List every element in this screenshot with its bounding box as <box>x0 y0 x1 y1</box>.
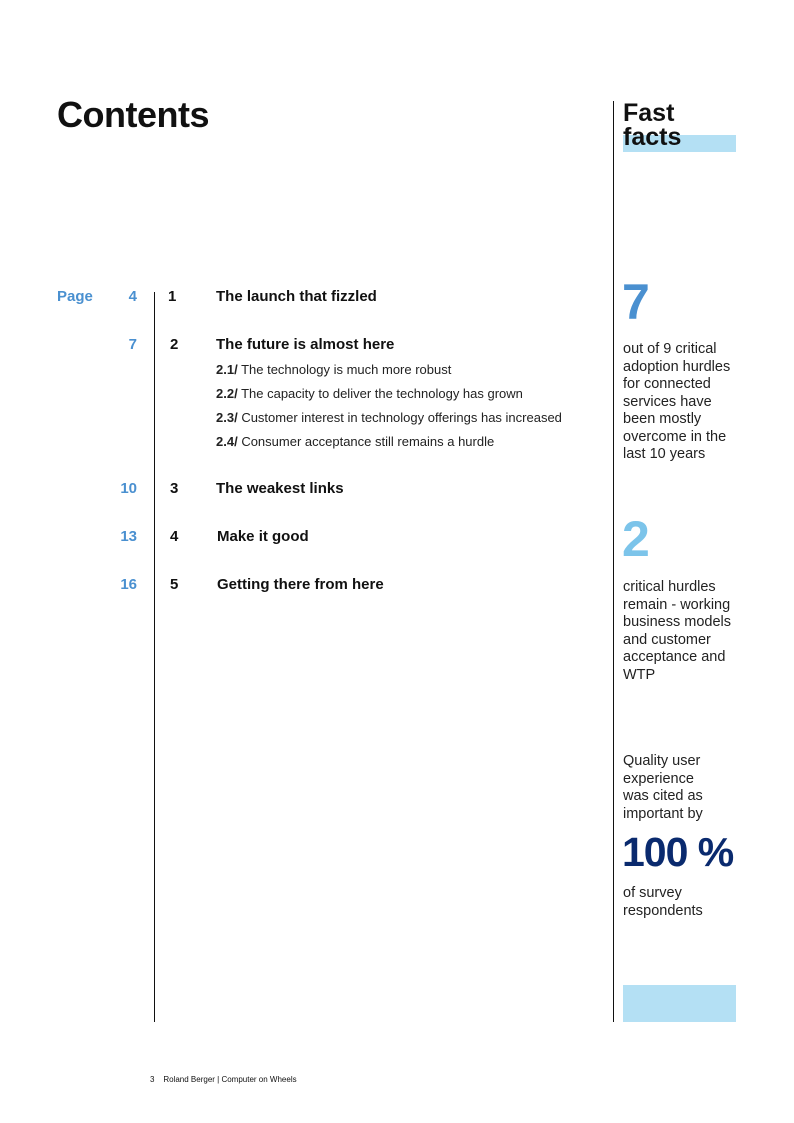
footer <box>150 1075 297 1084</box>
chapter-number: 1 <box>168 288 177 305</box>
subsection-item[interactable] <box>216 386 523 401</box>
divider-right <box>613 101 614 1022</box>
chapter-title[interactable]: Getting there from here <box>217 576 384 593</box>
subsection-number: 2.3/ <box>216 410 238 425</box>
footer-text: Roland Berger | Computer on Wheels <box>163 1075 297 1084</box>
fact-number-2: 2 <box>622 511 650 567</box>
chapter-page-number[interactable]: 7 <box>128 336 137 353</box>
chapter-number: 3 <box>170 480 179 497</box>
subsection-text: The capacity to deliver the technology has grown <box>241 386 523 401</box>
page-label: Page <box>57 288 93 305</box>
subsection-number: 2.4/ <box>216 434 238 449</box>
fact-text: Quality user experience was cited as important by <box>623 753 703 822</box>
chapter-title[interactable]: The launch that fizzled <box>216 288 377 305</box>
chapter-title[interactable]: The weakest links <box>216 480 344 497</box>
fact-text: out of 9 critical adoption hurdles for connected services have been mostly overcome in the last 10 years <box>623 341 731 462</box>
subsection-item[interactable] <box>216 362 451 377</box>
footer-page-number: 3 <box>150 1075 155 1084</box>
chapter-number: 4 <box>170 528 179 545</box>
subsection-item[interactable] <box>216 434 494 449</box>
subsection-number: 2.2/ <box>216 386 238 401</box>
subsection-text: Customer interest in technology offerings has increased <box>241 410 562 425</box>
chapter-page-number[interactable]: 4 <box>128 288 137 305</box>
fact-number-7: 7 <box>622 274 650 330</box>
chapter-page-number[interactable]: 13 <box>120 528 137 545</box>
subsection-text: The technology is much more robust <box>241 362 452 377</box>
fact-number-100-percent: 100 % <box>622 829 734 875</box>
fact-text: critical hurdles remain - working business models and customer acceptance and WTP <box>623 579 731 683</box>
subsection-item[interactable] <box>216 410 562 425</box>
subsection-number: 2.1/ <box>216 362 238 377</box>
decorative-box <box>623 985 736 1022</box>
chapter-title[interactable]: The future is almost here <box>216 336 395 353</box>
divider-left <box>154 292 155 1022</box>
chapter-number: 2 <box>170 336 179 353</box>
subsection-text: Consumer acceptance still remains a hurdle <box>241 434 495 449</box>
chapter-number: 5 <box>170 576 179 593</box>
chapter-page-number[interactable]: 10 <box>120 480 137 497</box>
chapter-title[interactable]: Make it good <box>217 528 309 545</box>
fast-facts-title <box>623 101 681 149</box>
fast-facts-title-line2: facts <box>623 123 682 151</box>
fast-facts-title-line1: Fast <box>623 99 675 127</box>
chapter-page-number[interactable]: 16 <box>120 576 137 593</box>
fact-text: of survey respondents <box>623 885 703 919</box>
page-title: Contents <box>57 94 209 135</box>
